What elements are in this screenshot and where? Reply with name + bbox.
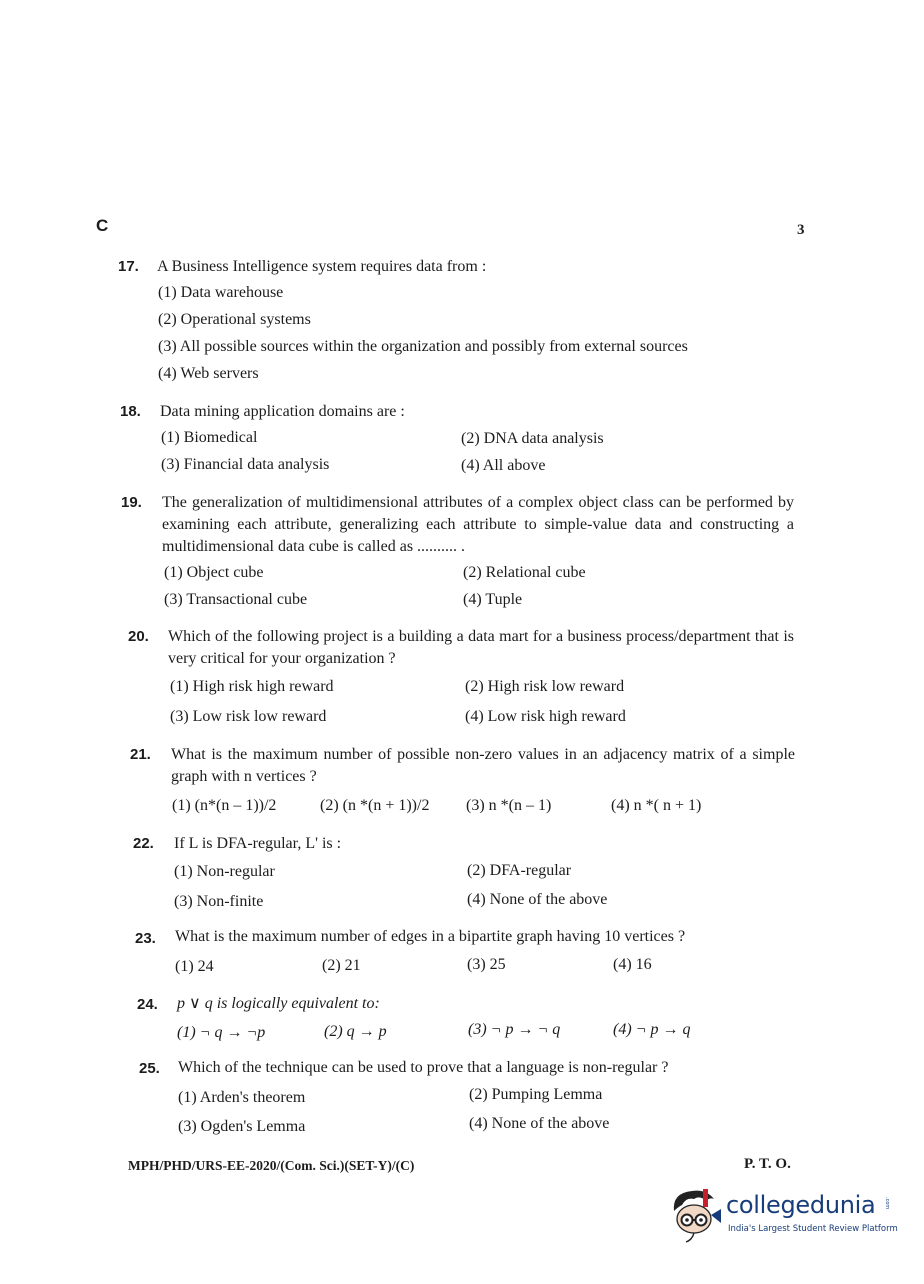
- option: (3) Transactional cube: [164, 591, 308, 608]
- question-number: 17.: [118, 258, 139, 275]
- option: (3) All possible sources within the organization and possibly from external sources: [158, 338, 688, 355]
- question-text: Data mining application domains are :: [160, 403, 405, 420]
- option: (2) Pumping Lemma: [469, 1086, 603, 1103]
- option: (1) Object cube: [164, 564, 264, 581]
- option: (1) Data warehouse: [158, 284, 284, 301]
- option: (2) High risk low reward: [465, 678, 625, 695]
- option: (1) Non-regular: [174, 863, 275, 880]
- option: (4) 16: [613, 956, 652, 973]
- option: (1) 24: [175, 958, 214, 975]
- question-text: The generalization of multidimensional attributes of a complex object class can be performed by examining each attribute, generalizing each attribute to simple-value data and constructing a multidimensional data cube is called as .......... .: [162, 494, 794, 555]
- question-text: If L is DFA-regular, L' is :: [174, 835, 342, 852]
- option: (1) (n*(n – 1))/2: [172, 797, 277, 814]
- question-text: Which of the following project is a building a data mart for a business process/department that is very critical for your organization ?: [168, 628, 794, 667]
- question-number: 19.: [121, 494, 142, 511]
- option: (4) None of the above: [469, 1115, 610, 1132]
- question-text: Which of the technique can be used to prove that a language is non-regular ?: [178, 1059, 669, 1076]
- option: (2) Operational systems: [158, 311, 311, 328]
- option: (1) Arden's theorem: [178, 1089, 306, 1106]
- option: (4) Web servers: [158, 365, 259, 382]
- option: (1) Biomedical: [161, 429, 258, 446]
- option: (2) (n *(n + 1))/2: [320, 797, 430, 814]
- option: (3) Ogden's Lemma: [178, 1118, 306, 1135]
- option: (4) Low risk high reward: [465, 708, 626, 725]
- paper-code: MPH/PHD/URS-EE-2020/(Com. Sci.)(SET-Y)/(C): [128, 1158, 415, 1173]
- option: (1) ¬ q → ¬p: [177, 1024, 266, 1041]
- brand-tagline: India's Largest Student Review Platform: [728, 1224, 898, 1234]
- option: (2) Relational cube: [463, 564, 586, 581]
- pto-label: P. T. O.: [744, 1156, 791, 1172]
- question-text: p ∨ q is logically equivalent to:: [177, 995, 380, 1012]
- option: (3) ¬ p → ¬ q: [468, 1021, 561, 1038]
- question-number: 20.: [128, 628, 149, 645]
- page-number: 3: [797, 222, 805, 238]
- option: (4) ¬ p → q: [613, 1021, 691, 1038]
- question-text: What is the maximum number of possible non-zero values in an adjacency matrix of a simple graph with n vertices ?: [171, 746, 795, 785]
- option: (2) DNA data analysis: [461, 430, 604, 447]
- option: (4) None of the above: [467, 891, 608, 908]
- question-number: 25.: [139, 1060, 160, 1077]
- question-text: What is the maximum number of edges in a bipartite graph having 10 vertices ?: [175, 928, 686, 945]
- option: (2) q → p: [324, 1023, 387, 1040]
- question-number: 18.: [120, 403, 141, 420]
- question-number: 22.: [133, 835, 154, 852]
- option: (4) All above: [461, 457, 546, 474]
- option: (3) 25: [467, 956, 506, 973]
- question-number: 24.: [137, 996, 158, 1013]
- option: (2) DFA-regular: [467, 862, 572, 879]
- question-number: 21.: [130, 746, 151, 763]
- brand-suffix: .com: [884, 1197, 890, 1210]
- option: (3) n *(n – 1): [466, 797, 552, 814]
- option: (1) High risk high reward: [170, 678, 334, 695]
- option: (3) Non-finite: [174, 893, 264, 910]
- option: (2) 21: [322, 957, 361, 974]
- brand-name: collegedunia: [726, 1191, 876, 1219]
- question-number: 23.: [135, 930, 156, 947]
- question-text: A Business Intelligence system requires data from :: [157, 258, 487, 275]
- option: (3) Financial data analysis: [161, 456, 330, 473]
- watermark-logo: [666, 1185, 896, 1245]
- set-letter: C: [96, 216, 109, 235]
- mascot-icon: [666, 1185, 726, 1245]
- option: (4) Tuple: [463, 591, 523, 608]
- option: (4) n *( n + 1): [611, 797, 702, 814]
- option: (3) Low risk low reward: [170, 708, 327, 725]
